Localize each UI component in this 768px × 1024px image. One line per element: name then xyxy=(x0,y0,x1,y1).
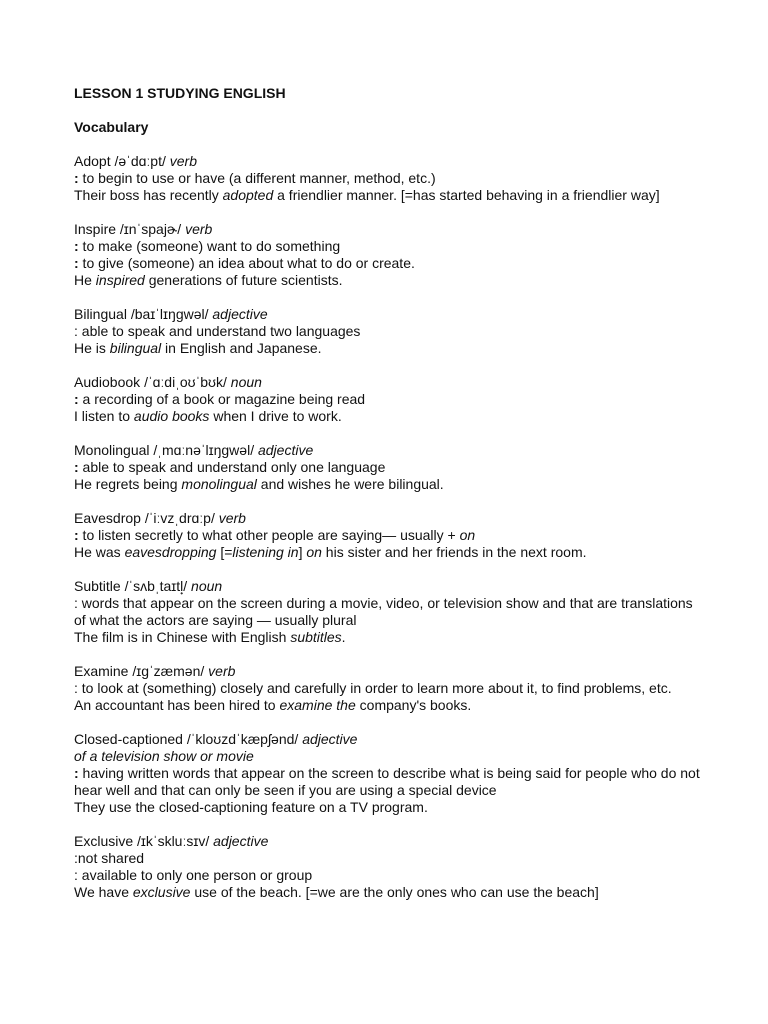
definition xyxy=(74,765,704,799)
definition-text: : available to only one person or group xyxy=(74,867,313,883)
example-text: They use the closed-captioning feature on a TV program. xyxy=(74,799,428,815)
headword-line xyxy=(74,442,704,459)
headword: Adopt xyxy=(74,153,111,169)
pronunciation: /ˈiːvzˌdrɑːp/ xyxy=(144,510,215,526)
example-emphasis: adopted xyxy=(222,187,274,203)
headword-line xyxy=(74,221,704,238)
lesson-title: LESSON 1 STUDYING ENGLISH xyxy=(74,85,286,101)
vocab-entry xyxy=(74,306,704,357)
vocab-entry xyxy=(74,731,704,816)
pronunciation: /ˌmɑːnəˈlɪŋgwəl/ xyxy=(153,442,255,458)
example-sentence xyxy=(74,799,704,816)
part-of-speech: verb xyxy=(185,221,213,237)
example-emphasis: subtitles xyxy=(290,629,342,645)
example-emphasis: exclusive xyxy=(132,884,191,900)
definition-text: : to look at (something) closely and carefully in order to learn more about it, to find problems, etc. xyxy=(74,680,672,696)
example-emphasis: on xyxy=(306,544,322,560)
part-of-speech: verb xyxy=(169,153,197,169)
vocab-entry xyxy=(74,833,704,901)
vocab-entry xyxy=(74,578,704,646)
definition xyxy=(74,850,704,867)
section-title: Vocabulary xyxy=(74,119,149,135)
headword: Eavesdrop xyxy=(74,510,141,526)
example-sentence xyxy=(74,697,704,714)
definition-marker: : xyxy=(74,255,79,271)
definition-marker: : xyxy=(74,170,79,186)
headword-line xyxy=(74,578,704,595)
headword: Subtitle xyxy=(74,578,121,594)
part-of-speech: adjective xyxy=(257,442,314,458)
example-text: use of the beach. [=we are the only ones who can use the beach] xyxy=(190,884,599,900)
example-emphasis: listening in xyxy=(232,544,299,560)
definition xyxy=(74,595,704,629)
vocab-entry xyxy=(74,510,704,561)
definition xyxy=(74,170,704,187)
example-text: The film is in Chinese with English xyxy=(74,629,291,645)
part-of-speech: verb xyxy=(208,663,236,679)
pronunciation: /ɪgˈzæmən/ xyxy=(132,663,205,679)
definition-text: a recording of a book or magazine being read xyxy=(78,391,366,407)
definition xyxy=(74,867,704,884)
headword-line xyxy=(74,153,704,170)
part-of-speech: noun xyxy=(230,374,262,390)
example-sentence xyxy=(74,884,704,901)
example-sentence xyxy=(74,408,704,425)
example-text: He regrets being xyxy=(74,476,182,492)
definition-text: to make (someone) want to do something xyxy=(78,238,341,254)
pronunciation: /ˈɑːdiˌoʊˈbʊk/ xyxy=(144,374,227,390)
vocab-entry xyxy=(74,442,704,493)
part-of-speech: verb xyxy=(218,510,246,526)
part-of-speech: adjective xyxy=(213,833,269,849)
definition-text: : able to speak and understand two languages xyxy=(74,323,361,339)
headword: Audiobook xyxy=(74,374,141,390)
headword-line xyxy=(74,510,704,527)
definition-marker: : xyxy=(74,527,79,543)
example-sentence xyxy=(74,629,704,646)
vocabulary-list xyxy=(74,153,704,901)
headword: Bilingual xyxy=(74,306,127,322)
headword-line xyxy=(74,374,704,391)
definition-text: to listen secretly to what other people are saying— usually + xyxy=(78,527,460,543)
example-text: and wishes he were bilingual. xyxy=(256,476,444,492)
headword-line xyxy=(74,306,704,323)
example-text: An accountant has been hired to xyxy=(74,697,280,713)
document-page xyxy=(74,85,704,918)
example-emphasis: examine the xyxy=(279,697,356,713)
headword-line xyxy=(74,731,704,748)
pronunciation: /ˈsʌbˌtaɪtl̟/ xyxy=(124,578,188,594)
example-text: generations of future scientists. xyxy=(144,272,343,288)
example-sentence xyxy=(74,187,704,204)
example-sentence xyxy=(74,476,704,493)
example-emphasis: bilingual xyxy=(109,340,162,356)
definition xyxy=(74,323,704,340)
vocab-entry xyxy=(74,153,704,204)
definition-text: able to speak and understand only one language xyxy=(78,459,386,475)
definition-text: having written words that appear on the screen to describe what is being said for people who do not hear well and that can only be seen if you are using a special device xyxy=(74,765,700,798)
example-text: I listen to xyxy=(74,408,134,424)
definition-marker: : xyxy=(74,765,79,781)
part-of-speech: noun xyxy=(191,578,223,594)
definition-text: to give (someone) an idea about what to do or create. xyxy=(78,255,415,271)
definition xyxy=(74,459,704,476)
example-sentence xyxy=(74,544,704,561)
headword: Exclusive xyxy=(74,833,134,849)
example-text: in English and Japanese. xyxy=(161,340,322,356)
example-text: ] xyxy=(298,544,307,560)
example-emphasis: inspired xyxy=(95,272,145,288)
pronunciation: /baɪˈlɪŋgwəl/ xyxy=(130,306,209,322)
vocab-entry xyxy=(74,374,704,425)
example-text: He is xyxy=(74,340,110,356)
example-text: . xyxy=(341,629,346,645)
headword-line xyxy=(74,663,704,680)
definition-marker: : xyxy=(74,391,79,407)
vocab-entry xyxy=(74,221,704,289)
example-text: We have xyxy=(74,884,133,900)
headword-line xyxy=(74,833,704,850)
part-of-speech: adjective xyxy=(302,731,358,747)
usage-note: of a television show or movie xyxy=(74,748,254,764)
example-emphasis: audio books xyxy=(133,408,210,424)
definition xyxy=(74,527,704,544)
definition xyxy=(74,255,704,272)
headword: Inspire xyxy=(74,221,117,237)
headword: Closed-captioned xyxy=(74,731,183,747)
example-sentence xyxy=(74,272,704,289)
example-text: his sister and her friends in the next room. xyxy=(321,544,587,560)
definition-note: on xyxy=(459,527,476,543)
part-of-speech: adjective xyxy=(212,306,268,322)
pronunciation: /ɪkˈskluːsɪv/ xyxy=(137,833,210,849)
definition-text: :not shared xyxy=(74,850,145,866)
definition xyxy=(74,680,704,697)
example-sentence xyxy=(74,340,704,357)
headword: Examine xyxy=(74,663,129,679)
definition xyxy=(74,238,704,255)
example-emphasis: monolingual xyxy=(181,476,257,492)
example-text: when I drive to work. xyxy=(209,408,342,424)
example-emphasis: eavesdropping xyxy=(124,544,217,560)
vocab-entry xyxy=(74,663,704,714)
example-text: He was xyxy=(74,544,125,560)
definition-marker: : xyxy=(74,459,79,475)
definition xyxy=(74,391,704,408)
example-text: He xyxy=(74,272,96,288)
headword: Monolingual xyxy=(74,442,150,458)
pronunciation: /əˈdɑːpt/ xyxy=(114,153,166,169)
pronunciation: /ˈkloʊzdˈkæpʃənd/ xyxy=(186,731,299,747)
example-text: Their boss has recently xyxy=(74,187,223,203)
definition-text: to begin to use or have (a different manner, method, etc.) xyxy=(78,170,436,186)
example-text: company's books. xyxy=(355,697,472,713)
definition-marker: : xyxy=(74,238,79,254)
definition-text: : words that appear on the screen during a movie, video, or television show and that are translations of what the actors are saying — usually plural xyxy=(74,595,693,628)
pronunciation: /ɪnˈspajɚ/ xyxy=(119,221,182,237)
example-text: [= xyxy=(216,544,233,560)
example-text: a friendlier manner. [=has started behaving in a friendlier way] xyxy=(273,187,660,203)
